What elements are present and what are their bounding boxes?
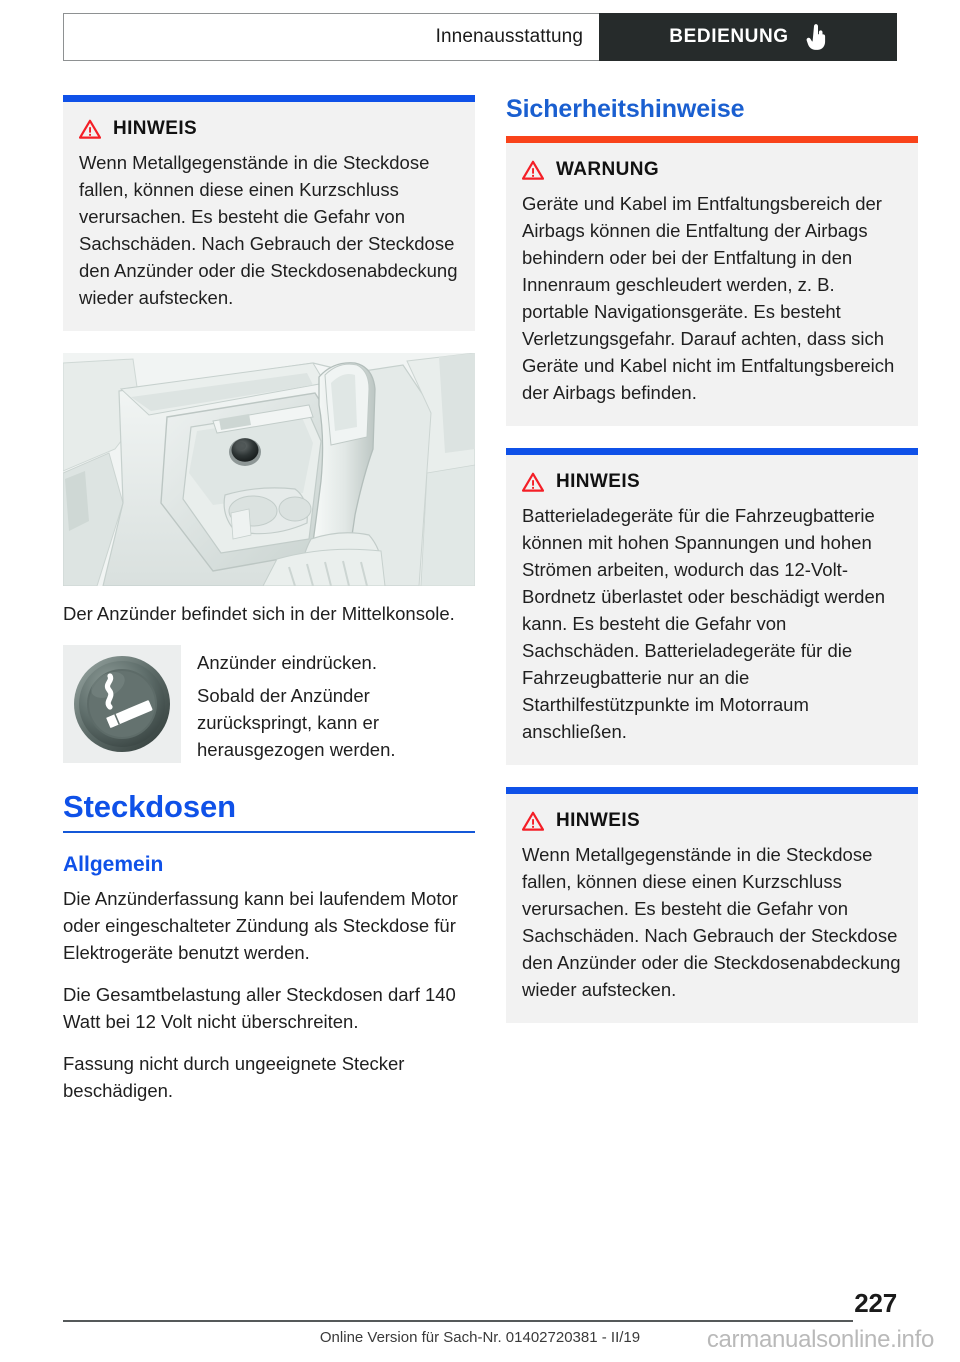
footer-online-version: Online Version für Sach-Nr. 01402720381 - II/19	[319, 1329, 641, 1346]
notice-box-hinweis-batterie	[506, 448, 918, 765]
header-chapter-box	[63, 13, 599, 61]
warning-triangle-icon	[522, 472, 544, 492]
body-paragraph-3: Fassung nicht durch ungeeignete Stecker beschädigen.	[63, 1053, 405, 1101]
warning-triangle-icon	[522, 160, 544, 180]
step-line-2: Sobald der Anzünder zurückspringt, kann er herausgezogen werden.	[197, 685, 396, 760]
cigarette-lighter-button-icon	[63, 645, 181, 763]
left-column	[63, 95, 475, 1104]
notice-box-hinweis-left	[63, 95, 475, 331]
body-paragraph-2: Die Gesamtbelastung aller Steckdosen darf 140 Watt bei 12 Volt nicht überschreiten.	[63, 984, 456, 1032]
header-section-label: BEDIENUNG	[669, 26, 789, 47]
notice-body: Wenn Metallgegenstände in die Steckdose fallen, können diese einen Kurzschluss verursachen. Es besteht die Gefahr von Sachschäden. Nach Gebrauch der Steckdose den Anzünder oder die Steckdosenabdeckung wieder aufstecken.	[79, 152, 458, 308]
right-column	[506, 95, 918, 1045]
section-heading-sicherheitshinweise: Sicherheitshinweise	[506, 95, 745, 123]
notice-box-warnung	[506, 136, 918, 426]
notice-body: Batterieladegeräte für die Fahrzeugbatterie können mit hohen Spannungen und hohen Strömen arbeiten, wodurch das 12-Volt-Bordnetz überlastet oder beschädigt werden kann. Es besteht die Gefahr von Sachschäden. Batterieladegeräte für die Fahrzeugbatterie nur an die Starthilfestützpunkte im Motorraum anschließen.	[522, 505, 886, 742]
page-header	[63, 13, 897, 61]
center-console-figure	[63, 353, 475, 586]
pointing-hand-icon	[805, 24, 827, 50]
subheading-allgemein: Allgemein	[63, 853, 164, 876]
notice-body: Wenn Metallgegenstände in die Steckdose fallen, können diese einen Kurzschluss verursachen. Es besteht die Gefahr von Sachschäden. Nach Gebrauch der Steckdose den Anzünder oder die Steckdosenabdeckung wieder aufstecken.	[522, 844, 901, 1000]
step-text	[197, 645, 475, 763]
watermark: carmanualsonline.info	[706, 1326, 934, 1353]
title-rule	[63, 831, 475, 833]
notice-title: HINWEIS	[113, 118, 198, 139]
page-number: 227	[854, 1288, 897, 1318]
notice-accent-bar	[506, 787, 918, 794]
notice-title: HINWEIS	[556, 810, 641, 831]
notice-accent-bar	[63, 95, 475, 102]
step-block	[63, 645, 475, 763]
step-line-1: Anzünder eindrücken.	[197, 652, 377, 673]
body-paragraph-1: Die Anzünderfassung kann bei laufendem Motor oder eingeschalteter Zündung als Steckdose für Elektrogeräte benutzt werden.	[63, 888, 458, 963]
notice-accent-bar	[506, 448, 918, 455]
notice-box-hinweis-steckdose	[506, 787, 918, 1023]
warning-triangle-icon	[522, 811, 544, 831]
notice-title: HINWEIS	[556, 471, 641, 492]
page-title-steckdosen: Steckdosen	[63, 789, 237, 824]
notice-body: Geräte und Kabel im Entfaltungsbereich der Airbags können die Entfaltung der Airbags behindern oder bei der Entfaltung in den Innenraum geschleudert werden, z. B. portable Navigationsgeräte. Es besteht Verletzungsgefahr. Darauf achten, dass sich Geräte und Kabel nicht im Entfaltungsbereich der Airbags befinden.	[522, 193, 895, 403]
warning-triangle-icon	[79, 119, 101, 139]
footer-rule	[63, 1320, 853, 1322]
header-section-box	[599, 13, 897, 61]
figure-caption: Der Anzünder befindet sich in der Mittelkonsole.	[63, 603, 455, 624]
notice-title: WARNUNG	[556, 159, 660, 180]
notice-accent-bar	[506, 136, 918, 143]
header-chapter-label: Innenausstattung	[435, 26, 583, 47]
